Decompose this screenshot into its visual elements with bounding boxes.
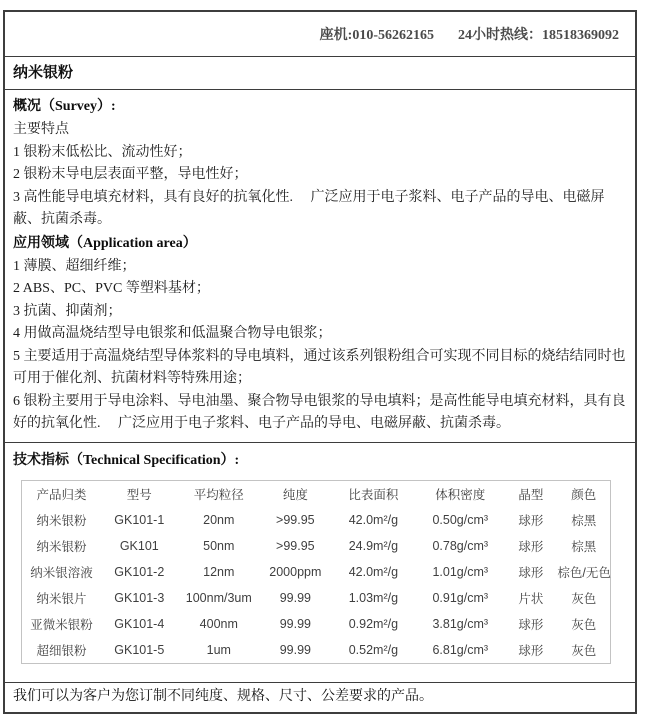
survey-heading: 概况（Survey）:	[13, 99, 116, 114]
spec-table-cell: 100nm/3um	[185, 590, 252, 605]
spec-table-row	[22, 637, 611, 664]
survey-item: 3 高性能导电填充材料，具有良好的抗氧化性. 广泛应用于电子浆料、电子产品的导电、电磁屏蔽、抗菌杀毒。	[13, 189, 605, 227]
application-item: 6 银粉主要用于导电涂料、导电油墨、聚合物导电银浆的导电填料；是高性能导电填充材料，具有良好的抗氧化性. 广泛应用于电子浆料、电子产品的导电、电磁屏蔽、抗菌杀毒。	[13, 393, 626, 431]
application-item: 4 用做高温烧结型导电银浆和低温聚合物导电银浆；	[13, 326, 332, 341]
spec-table-row	[22, 585, 611, 611]
spec-table-cell: 0.78g/cm³	[432, 538, 489, 553]
spec-table-cell: 99.99	[279, 590, 311, 605]
spec-table-row	[22, 533, 611, 559]
application-heading: 应用领域（Application area）	[13, 235, 197, 251]
spec-section	[5, 443, 635, 683]
contact-header	[5, 12, 635, 57]
page-title: 纳米银粉	[5, 57, 635, 90]
application-list	[13, 256, 627, 436]
spec-table-cell: GK101-1	[114, 512, 165, 527]
spec-column-header: 颜色	[571, 487, 597, 502]
spec-table-cell: 400nm	[199, 616, 238, 631]
spec-column-header: 晶型	[518, 487, 544, 502]
spec-table-cell: GK101-3	[114, 590, 165, 605]
spec-table-cell: 1.03m²/g	[348, 590, 399, 605]
spec-table-header-row	[22, 480, 611, 507]
application-item: 3 抗菌、抑菌剂；	[13, 303, 122, 319]
spec-table-cell: 灰色	[571, 617, 597, 632]
spec-table-cell: 灰色	[571, 643, 597, 658]
survey-item: 1 银粉末低松比、流动性好；	[13, 144, 192, 160]
spec-column-header: 纯度	[282, 487, 308, 502]
application-item: 5 主要适用于高温烧结型导体浆料的导电填料，通过该系列银粉组合可实现不同目标的烧结结同时也可用于催化剂、抗菌材料等特殊用途；	[13, 348, 626, 386]
spec-table-row	[22, 611, 611, 637]
page-frame	[3, 10, 637, 714]
spec-table-cell: 42.0m²/g	[348, 512, 399, 527]
spec-table-cell: 灰色	[571, 591, 597, 606]
spec-table-cell: 纳米银粉	[36, 513, 87, 528]
spec-table-cell: 纳米银粉	[36, 539, 87, 554]
application-item: 1 薄膜、超细纤维；	[13, 258, 136, 274]
spec-table-cell: 纳米银片	[36, 591, 87, 606]
spec-table-cell: GK101	[119, 538, 159, 553]
spec-table-cell: GK101-2	[114, 564, 165, 579]
spec-column-header: 体积密度	[435, 487, 486, 502]
spec-column-header: 型号	[126, 487, 152, 502]
survey-item: 2 银粉末导电层表面平整，导电性好；	[13, 167, 248, 182]
application-item: 2 ABS、PC、PVC 等塑料基材；	[13, 281, 210, 296]
spec-table-row	[22, 507, 611, 533]
spec-table-cell: 20nm	[203, 512, 235, 527]
spec-table-cell: 12nm	[203, 564, 235, 579]
spec-table-cell: 球形	[518, 539, 544, 554]
spec-table-cell: 亚微米银粉	[30, 617, 93, 632]
spec-table-body	[22, 507, 611, 664]
spec-table-cell: 50nm	[203, 538, 235, 553]
spec-table	[21, 480, 611, 664]
spec-table-cell: 24.9m²/g	[348, 538, 399, 553]
spec-table-cell: 球形	[518, 643, 544, 658]
spec-table-cell: 6.81g/cm³	[432, 642, 489, 657]
survey-list	[13, 142, 627, 232]
spec-table-cell: 棕黑	[571, 539, 597, 554]
spec-table-cell: 棕黑	[571, 513, 597, 528]
spec-table-row	[22, 559, 611, 585]
hotline-number: 24小时热线：18518369092	[458, 28, 619, 43]
spec-table-cell: 1um	[206, 642, 231, 657]
spec-table-cell: 99.99	[279, 616, 311, 631]
overview-section	[5, 90, 635, 443]
spec-table-cell: 99.99	[279, 642, 311, 657]
spec-table-cell: 球形	[518, 513, 544, 528]
spec-column-header: 平均粒径	[193, 487, 244, 502]
spec-table-cell: >99.95	[276, 512, 315, 527]
spec-column-header: 比表面积	[348, 487, 399, 502]
spec-table-cell: 棕色/无色	[557, 565, 611, 580]
spec-table-cell: GK101-4	[114, 616, 165, 631]
spec-table-cell: 0.52m²/g	[348, 642, 399, 657]
spec-table-cell: 球形	[518, 617, 544, 632]
spec-table-cell: 超细银粉	[36, 643, 87, 658]
spec-table-cell: GK101-5	[114, 642, 165, 657]
spec-table-cell: 3.81g/cm³	[432, 616, 489, 631]
spec-table-cell: 纳米银溶液	[30, 565, 93, 580]
custom-order-note: 我们可以为客户为您订制不同纯度、规格、尺寸、公差要求的产品。	[13, 688, 433, 704]
spec-column-header: 产品归类	[36, 487, 87, 502]
survey-subheading: 主要特点	[13, 122, 69, 137]
spec-table-cell: 0.91g/cm³	[432, 590, 489, 605]
spec-table-cell: 0.92m²/g	[348, 616, 399, 631]
landline-number: 座机:010-56262165	[319, 28, 434, 43]
spec-table-cell: 球形	[518, 565, 544, 580]
spec-table-cell: 片状	[518, 591, 544, 606]
spec-table-cell: >99.95	[276, 538, 315, 553]
spec-heading: 技术指标（Technical Specification）:	[13, 452, 240, 468]
spec-table-cell: 2000ppm	[269, 564, 322, 579]
spec-table-cell: 0.50g/cm³	[432, 512, 489, 527]
spec-table-cell: 1.01g/cm³	[432, 564, 489, 579]
spec-table-cell: 42.0m²/g	[348, 564, 399, 579]
